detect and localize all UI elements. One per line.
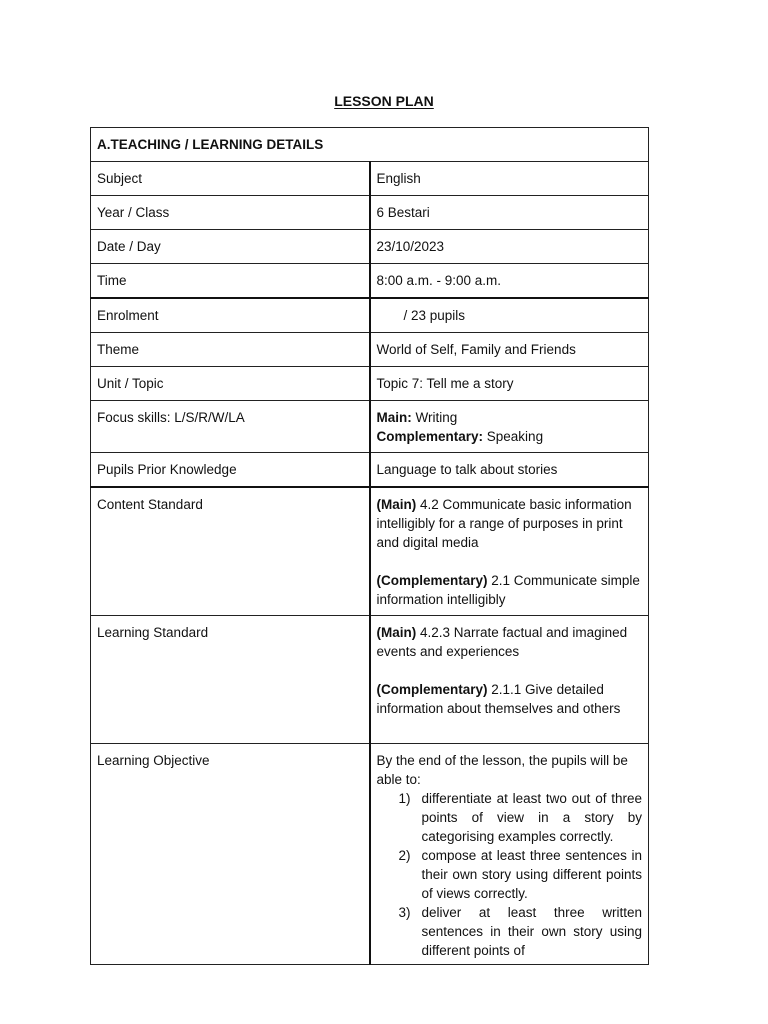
objective-text: deliver at least three written sentences in their own story using different points of — [421, 905, 642, 958]
objective-number: 2) — [398, 848, 411, 863]
focus-main-line — [377, 408, 643, 427]
content-main-label: (Main) — [376, 497, 417, 512]
unit-topic-label: Unit / Topic — [91, 367, 370, 401]
row-learning-standard — [91, 616, 649, 744]
focus-comp-value: Speaking — [483, 429, 544, 444]
row-date-day — [91, 230, 649, 264]
learning-main — [377, 623, 643, 661]
objective-item — [377, 789, 643, 846]
focus-main-value: Writing — [411, 410, 458, 425]
enrolment-cell — [370, 298, 649, 333]
row-content-standard — [91, 487, 649, 616]
theme-label: Theme — [91, 333, 370, 367]
content-comp — [377, 571, 643, 609]
enrolment-label: Enrolment — [91, 298, 370, 333]
subject-label: Subject — [91, 162, 370, 196]
row-learning-objective — [91, 744, 649, 965]
learning-comp-text: 2.1.1 Give detailed information about themselves and others — [376, 682, 621, 716]
unit-topic-value: Topic 7: Tell me a story — [370, 367, 649, 401]
row-theme — [91, 333, 649, 367]
learning-main-text: 4.2.3 Narrate factual and imagined events and experiences — [376, 625, 628, 659]
prior-knowledge-label: Pupils Prior Knowledge — [91, 453, 370, 488]
focus-main-label: Main: — [376, 410, 412, 425]
content-comp-text: 2.1 Communicate simple information intelligibly — [376, 573, 640, 607]
year-class-value: 6 Bestari — [370, 196, 649, 230]
prior-knowledge-value: Language to talk about stories — [370, 453, 649, 488]
content-standard-cell — [370, 487, 649, 616]
objective-number: 1) — [398, 791, 411, 806]
objective-text: differentiate at least two out of three points of view in a story by categorising examples correctly. — [421, 791, 642, 844]
theme-value: World of Self, Family and Friends — [370, 333, 649, 367]
learning-main-label: (Main) — [376, 625, 417, 640]
objective-item — [377, 903, 643, 960]
focus-skills-cell — [370, 401, 649, 453]
subject-value: English — [370, 162, 649, 196]
content-standard-label: Content Standard — [91, 487, 370, 616]
section-heading: A.TEACHING / LEARNING DETAILS — [91, 128, 649, 162]
content-comp-label: (Complementary) — [376, 573, 488, 588]
enrolment-value: / 23 pupils — [403, 308, 466, 323]
section-heading-row — [91, 128, 649, 162]
year-class-label: Year / Class — [91, 196, 370, 230]
row-enrolment — [91, 298, 649, 333]
focus-skills-label: Focus skills: L/S/R/W/LA — [91, 401, 370, 453]
lesson-plan-table — [90, 127, 649, 965]
row-focus-skills — [91, 401, 649, 453]
content-main-text: 4.2 Communicate basic information intelligibly for a range of purposes in print and digital media — [376, 497, 632, 550]
row-year-class — [91, 196, 649, 230]
time-label: Time — [91, 264, 370, 299]
objective-intro: By the end of the lesson, the pupils will be able to: — [376, 753, 628, 787]
row-subject — [91, 162, 649, 196]
learning-comp — [377, 680, 643, 718]
learning-standard-label: Learning Standard — [91, 616, 370, 744]
content-main — [377, 495, 643, 552]
objective-text: compose at least three sentences in their own story using different points of views correctly. — [421, 848, 642, 901]
page-title: LESSON PLAN — [334, 93, 434, 109]
objective-item — [377, 846, 643, 903]
focus-comp-label: Complementary: — [376, 429, 484, 444]
learning-objective-cell — [370, 744, 649, 965]
objective-number: 3) — [398, 905, 411, 920]
learning-comp-label: (Complementary) — [376, 682, 488, 697]
date-day-value: 23/10/2023 — [370, 230, 649, 264]
objective-list — [377, 789, 643, 960]
row-prior-knowledge — [91, 453, 649, 488]
row-time — [91, 264, 649, 299]
learning-objective-label: Learning Objective — [91, 744, 370, 965]
date-day-label: Date / Day — [91, 230, 370, 264]
row-unit-topic — [91, 367, 649, 401]
learning-standard-cell — [370, 616, 649, 744]
time-value: 8:00 a.m. - 9:00 a.m. — [370, 264, 649, 299]
focus-comp-line — [377, 427, 643, 446]
